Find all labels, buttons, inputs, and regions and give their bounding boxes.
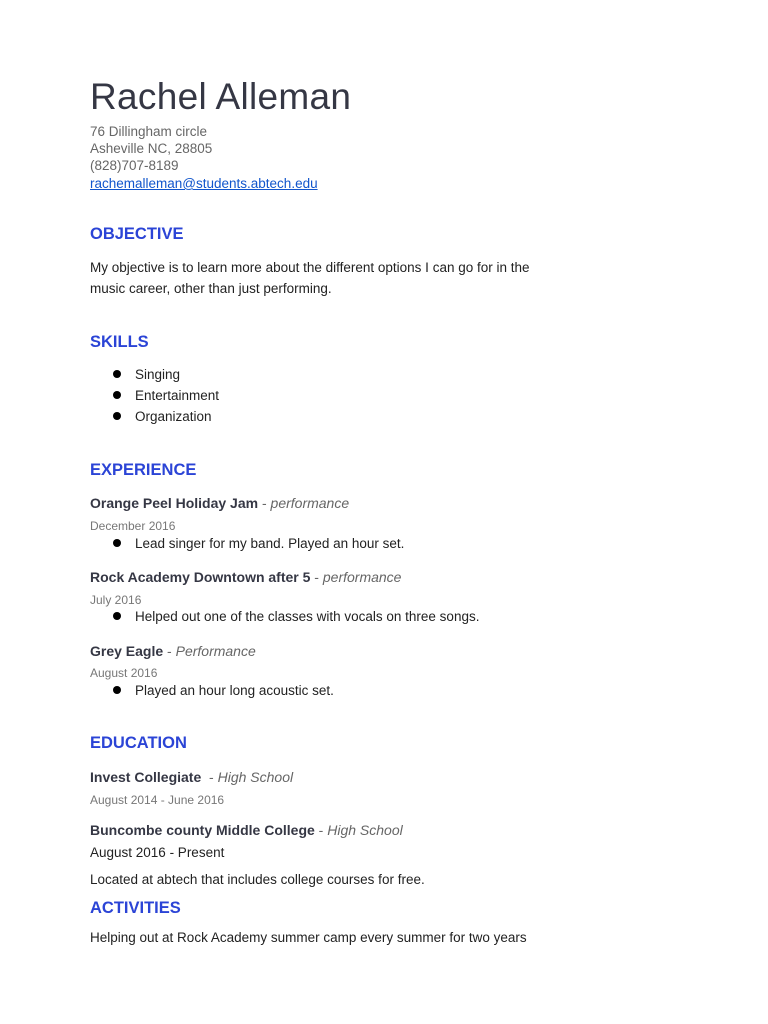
entry-date: August 2016 - Present: [90, 845, 225, 860]
education-entry-title: [90, 769, 293, 785]
experience-entry-title: [90, 643, 256, 659]
entry-org: Buncombe county Middle College: [90, 822, 315, 838]
bullet-icon: [113, 370, 121, 378]
entry-date: December 2016: [90, 519, 176, 533]
skill-item: [113, 387, 219, 405]
experience-bullet: [113, 535, 404, 553]
bullet-icon: [113, 539, 121, 547]
bullet-icon: [113, 612, 121, 620]
bullet-text: Lead singer for my band. Played an hour set.: [135, 536, 405, 551]
activities-text: Helping out at Rock Academy summer camp every summer for two years: [90, 930, 527, 945]
skill-label: Singing: [135, 367, 181, 382]
entry-org: Rock Academy Downtown after 5: [90, 569, 311, 585]
entry-org: Grey Eagle: [90, 643, 164, 659]
experience-heading: EXPERIENCE: [90, 461, 197, 479]
skill-item: [113, 366, 180, 384]
entry-separator: -: [314, 822, 328, 838]
education-heading: EDUCATION: [90, 734, 187, 752]
entry-date: July 2016: [90, 593, 142, 607]
entry-role: High School: [327, 822, 403, 838]
bullet-icon: [113, 412, 121, 420]
bullet-text: Helped out one of the classes with vocals on three songs.: [135, 609, 480, 624]
entry-org: Orange Peel Holiday Jam: [90, 495, 259, 511]
entry-org: Invest Collegiate: [90, 769, 202, 785]
phone-number: (828)707-8189: [90, 158, 179, 173]
entry-separator: -: [258, 495, 271, 511]
address-line-2: Asheville NC, 28805: [90, 141, 213, 156]
entry-role: Performance: [175, 643, 256, 659]
bullet-text: Played an hour long acoustic set.: [135, 683, 334, 698]
entry-separator: -: [201, 769, 218, 785]
resume-name: Rachel Alleman: [90, 76, 352, 117]
entry-date: August 2014 - June 2016: [90, 793, 225, 807]
skill-item: [113, 408, 212, 426]
experience-bullet: [113, 682, 334, 700]
entry-separator: -: [310, 569, 323, 585]
entry-role: performance: [270, 495, 350, 511]
entry-date: August 2016: [90, 666, 158, 680]
entry-separator: -: [163, 643, 176, 659]
education-entry-title: [90, 822, 403, 838]
skill-label: Entertainment: [135, 388, 220, 403]
bullet-icon: [113, 391, 121, 399]
objective-line-2: music career, other than just performing.: [90, 281, 332, 296]
bullet-icon: [113, 686, 121, 694]
entry-role: High School: [217, 769, 294, 785]
objective-heading: OBJECTIVE: [90, 225, 184, 243]
skills-heading: SKILLS: [90, 333, 149, 351]
objective-line-1: My objective is to learn more about the different options I can go for in the: [90, 260, 530, 275]
experience-entry-title: [90, 495, 349, 511]
entry-role: performance: [322, 569, 402, 585]
objective-text: [90, 257, 550, 299]
education-note: Located at abtech that includes college courses for free.: [90, 872, 425, 887]
skill-label: Organization: [135, 409, 212, 424]
experience-bullet: [113, 608, 479, 626]
activities-heading: ACTIVITIES: [90, 899, 181, 917]
email-link[interactable]: rachemalleman@students.abtech.edu: [90, 176, 318, 191]
address-line-1: 76 Dillingham circle: [90, 124, 208, 139]
experience-entry-title: [90, 569, 401, 585]
